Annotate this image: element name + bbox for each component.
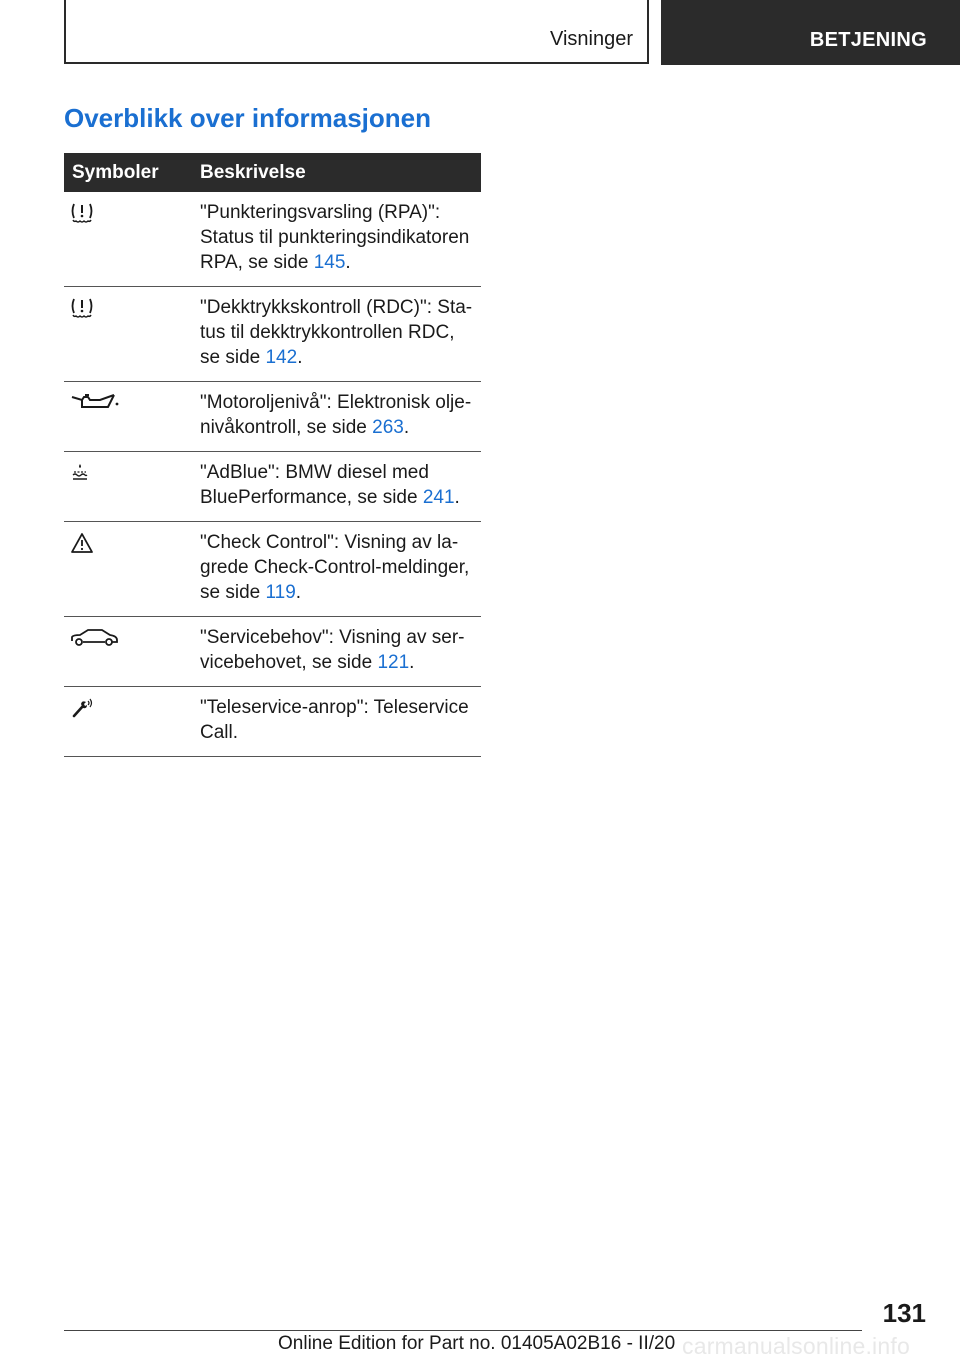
edition-text: Online Edition for Part no. 01405A02B16 - II/20	[278, 1333, 676, 1354]
punctuation: .	[345, 252, 351, 273]
teleservice-wrench-icon	[64, 687, 192, 757]
table-row	[64, 287, 481, 382]
tire-pressure-warning-icon	[64, 192, 192, 287]
punctuation: .	[409, 652, 415, 673]
page-reference-link[interactable]: 121	[377, 652, 410, 673]
footer-divider	[64, 1330, 862, 1331]
description-line: "Check Control": Visning av la-	[200, 532, 459, 553]
page-reference-link[interactable]: 145	[313, 252, 346, 273]
punctuation: .	[297, 347, 303, 368]
column-header-description: Beskrivelse	[192, 153, 481, 192]
table-row	[64, 382, 481, 452]
page-title: Overblikk over informasjonen	[64, 103, 432, 133]
tire-pressure-warning-icon	[64, 287, 192, 382]
page-reference-link[interactable]: 241	[422, 487, 455, 508]
page-reference-link[interactable]: 119	[265, 582, 296, 603]
page-reference-link[interactable]: 263	[372, 417, 404, 438]
table-row	[64, 522, 481, 617]
row-description	[192, 617, 481, 687]
description-line: tus til dekktrykkontrollen RDC,	[200, 322, 455, 343]
description-line: Status til punkteringsindikatoren	[200, 227, 470, 248]
adblue-icon	[64, 452, 192, 522]
description-line: "Servicebehov": Visning av ser-	[200, 627, 465, 648]
description-line: se side	[200, 582, 266, 603]
description-line: BluePerformance, se side	[200, 487, 423, 508]
table-body	[64, 192, 481, 757]
row-description	[192, 522, 481, 617]
table-row	[64, 617, 481, 687]
oil-can-icon	[64, 382, 192, 452]
page-reference-link[interactable]: 142	[265, 347, 298, 368]
page-number: 131	[882, 1298, 926, 1328]
row-description	[192, 452, 481, 522]
description-line: se side	[200, 347, 266, 368]
description-line: "Motoroljenivå": Elektronisk olje-	[200, 392, 472, 413]
description-line: grede Check-Control-meldinger,	[200, 557, 470, 578]
description-line: RPA, se side	[200, 252, 314, 273]
table-row	[64, 192, 481, 287]
table-row	[64, 687, 481, 757]
punctuation: .	[454, 487, 460, 508]
row-description	[192, 287, 481, 382]
table-row	[64, 452, 481, 522]
description-line: "Punkteringsvarsling (RPA)":	[200, 202, 441, 223]
chapter-tab	[661, 0, 960, 65]
header-section-box	[64, 0, 649, 64]
table-header-row	[64, 153, 481, 192]
description-line: "AdBlue": BMW diesel med	[200, 462, 429, 483]
column-header-symbols: Symboler	[64, 153, 192, 192]
punctuation: .	[295, 582, 302, 603]
row-description	[192, 382, 481, 452]
description-line: nivåkontroll, se side	[200, 417, 373, 438]
row-description	[192, 192, 481, 287]
car-service-icon	[64, 617, 192, 687]
description-line: vicebehovet, se side	[200, 652, 378, 673]
description-line: "Dekktrykkskontroll (RDC)": Sta-	[200, 297, 473, 318]
description-line: Call.	[200, 722, 239, 743]
warning-triangle-icon	[64, 522, 192, 617]
row-description	[192, 687, 481, 757]
description-line: "Teleservice-anrop": Teleservice	[200, 697, 469, 718]
section-title: Visninger	[549, 28, 633, 50]
chapter-title: BETJENING	[809, 29, 927, 51]
punctuation: .	[403, 417, 410, 438]
symbols-table	[64, 153, 481, 757]
watermark: carmanualsonline.info	[682, 1333, 910, 1359]
